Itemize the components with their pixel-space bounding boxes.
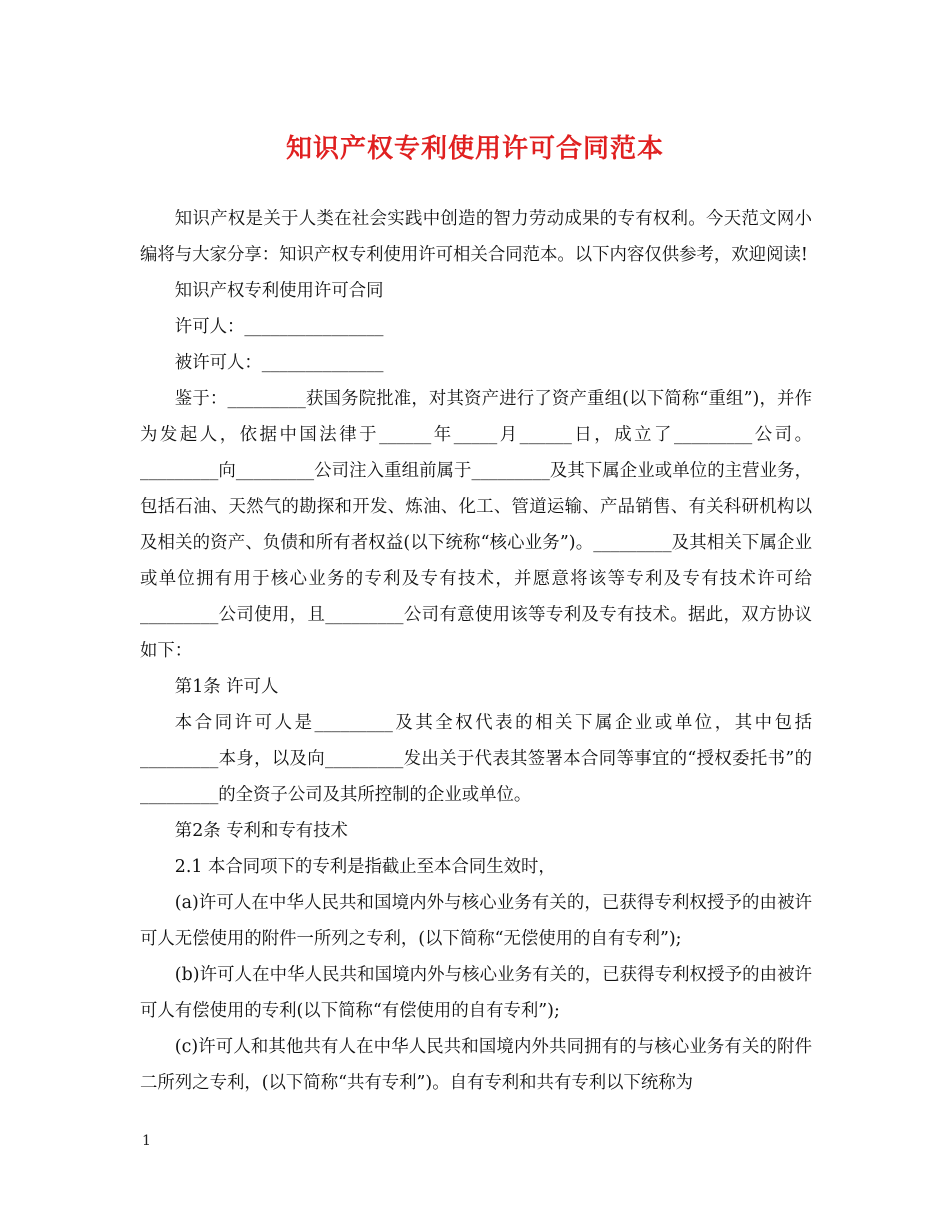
article-2-heading: 第2条 专利和专有技术 bbox=[174, 821, 348, 841]
clause-2-1-a: (a)许可人在中华人民共和国境内外与核心业务有关的，已获得专利权授予的由被许可人无偿使用的附件一所列之专利，(以下简称“无偿使用的自有专利”); bbox=[140, 893, 812, 949]
article-1-heading: 第1条 许可人 bbox=[174, 677, 279, 697]
clause-2-1: 2.1 本合同项下的专利是指截止至本合同生效时， bbox=[174, 857, 556, 877]
clause-2-1-b: (b)许可人在中华人民共和国境内外与核心业务有关的，已获得专利权授予的由被许可人有偿使用的专利(以下简称“有偿使用的自有专利”); bbox=[140, 965, 812, 1021]
clause-2-1-c: (c)许可人和其他共有人在中华人民共和国境内外共同拥有的与核心业务有关的附件二所列之专利，(以下简称“共有专利”)。自有专利和共有专利以下统称为 bbox=[140, 1037, 812, 1093]
licensor-line: 许可人：________________ bbox=[174, 317, 384, 337]
intro-paragraph: 知识产权是关于人类在社会实践中创造的智力劳动成果的专有权利。今天范文网小编将与大家分享：知识产权专利使用许可相关合同范本。以下内容仅供参考，欢迎阅读! bbox=[140, 209, 812, 265]
whereas-paragraph: 鉴于：_________获国务院批准，对其资产进行了资产重组(以下简称“重组”)，并作为发起人，依据中国法律于______年_____月______日，成立了_________公司。_________向_________公司注入重组前属于_________及其下属企业或单位的主营业务，包括石油、天然气的勘探和开发、炼油、化工、管道运输、产品销售、有关科研机构以及相关的资产、负债和所有者权益(以下统称“核心业务”)。_________及其相关下属企业或单位拥有用于核心业务的专利及专有技术，并愿意将该等专利及专有技术许可给_________公司使用，且_________公司有意使用该等专利及专有技术。据此，双方协议如下： bbox=[140, 389, 812, 661]
page-number: 1 bbox=[142, 1133, 151, 1149]
contract-heading: 知识产权专利使用许可合同 bbox=[174, 281, 384, 301]
article-1-paragraph: 本合同许可人是_________及其全权代表的相关下属企业或单位，其中包括_________本身，以及向_________发出关于代表其签署本合同等事宜的“授权委托书”的_________的全资子公司及其所控制的企业或单位。 bbox=[140, 713, 812, 805]
document-title: 知识产权专利使用许可合同范本 bbox=[285, 134, 664, 164]
licensee-line: 被许可人：______________ bbox=[174, 353, 384, 373]
document-body bbox=[140, 201, 812, 1101]
